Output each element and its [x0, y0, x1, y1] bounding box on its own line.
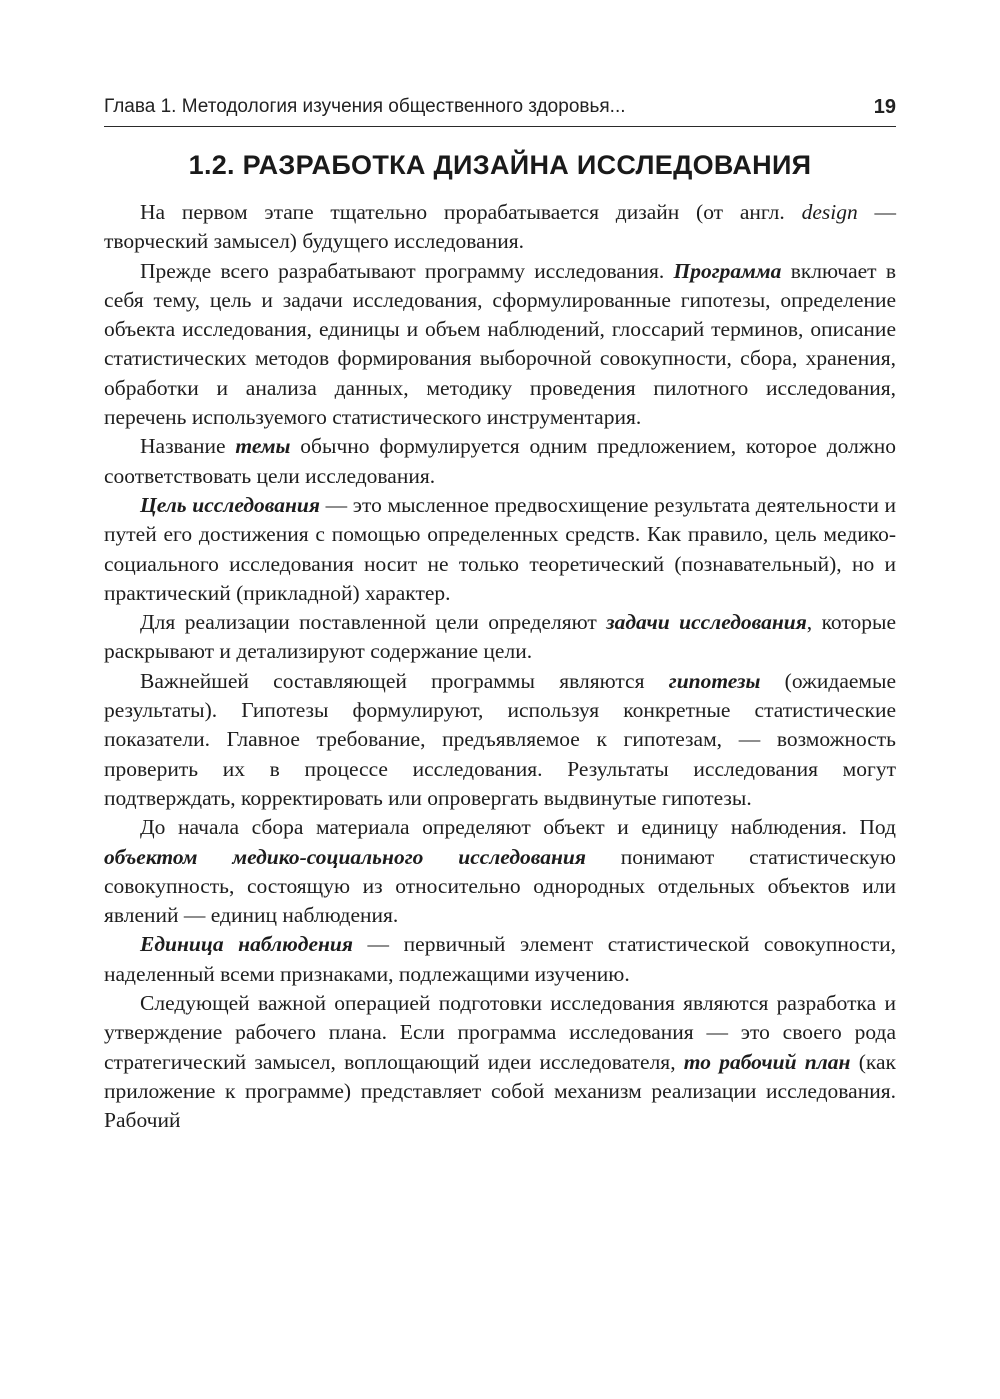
paragraph-text: — это мысленное предвосхищение результата деятельности и путей его достижения с помощью определенных средств. Как правило, цель медико-социального исследования носит не только теоретический (познавательный), но и практический (прикладной) характер. [104, 492, 896, 605]
paragraph-text: Следующей важной операцией подготовки исследования являются разработка и утверждение рабочего плана. Если программа исследования — это своего рода стратегический замысел, воплощающий идеи исследователя, [104, 991, 896, 1074]
italic-word: design [801, 200, 858, 224]
emphasized-term: Программа [673, 258, 782, 283]
paragraph-text: На первом этапе тщательно прорабатывается дизайн (от англ. [140, 200, 802, 224]
paragraph-text: Важнейшей составляющей программы являются [140, 668, 669, 693]
paragraph-text: Для реализации поставленной цели определяют [140, 610, 607, 635]
paragraph-text: Название [140, 434, 236, 459]
emphasized-term: объектом медико-социального исследования [104, 844, 586, 869]
paragraph-text: — первичный элемент статистической совокупности, наделенный всеми признаками, подлежащими изучению. [104, 932, 896, 986]
paragraph-text: (ожидаемые результаты). Гипотезы формулируют, используя конкретные статистические показатели. Главное требование, предъявляемое к гипотезам, — возможность проверить их в процессе исследования. Результаты исследования могут подтверждать, корректировать или опровергать выдвинутые гипотезы. [104, 668, 897, 810]
paragraph-text: До начала сбора материала определяют объект и единицу наблюдения. Под [140, 815, 896, 840]
paragraph [104, 813, 896, 930]
paragraph [104, 257, 896, 433]
paragraph-text: обычно формулируется одним предложением, которое должно соответствовать цели исследования. [104, 434, 896, 488]
emphasized-term: то рабочий план [683, 1049, 851, 1074]
paragraph [104, 432, 896, 491]
emphasized-term: задачи исследования [606, 610, 807, 635]
paragraph [104, 989, 896, 1135]
paragraph [104, 608, 896, 667]
paragraph [104, 930, 896, 989]
paragraph-text: включает в себя тему, цель и задачи исследования, сформулированные гипотезы, определение объекта исследования, единицы и объем наблюдений, глоссарий терминов, описание статистических методов формирования выборочной совокупности, сбора, хранения, обработки и анализа данных, методику проведения пилотного исследования, перечень используемого статистического инструментария. [104, 258, 896, 430]
paragraph-text: — творческий замысел) будущего исследования. [104, 200, 896, 254]
paragraph-text: (как приложение к программе) представляет собой механизм реализации исследования. Рабочий [104, 1049, 896, 1133]
chapter-title: Глава 1. Методология изучения общественного здоровья... [104, 96, 626, 117]
paragraph-text: понимают статистическую совокупность, состоящую из относительно однородных отдельных объектов или явлений — единиц наблюдения. [104, 844, 896, 928]
running-header [104, 90, 896, 127]
body-text [104, 198, 896, 1136]
page-number: 19 [873, 96, 896, 118]
section-title: 1.2. РАЗРАБОТКА ДИЗАЙНА ИССЛЕДОВАНИЯ [188, 150, 812, 180]
paragraph [104, 198, 896, 257]
paragraph-text: Прежде всего разрабатывают программу исследования. [140, 258, 674, 283]
paragraph [104, 667, 896, 813]
emphasized-term: темы [235, 434, 291, 459]
emphasized-term: Единица наблюдения [140, 932, 353, 957]
emphasized-term: Цель исследования [140, 492, 320, 517]
paragraph-text: , которые раскрывают и детализируют содержание цели. [104, 610, 897, 664]
paragraph [104, 491, 896, 608]
emphasized-term: гипотезы [668, 668, 761, 693]
